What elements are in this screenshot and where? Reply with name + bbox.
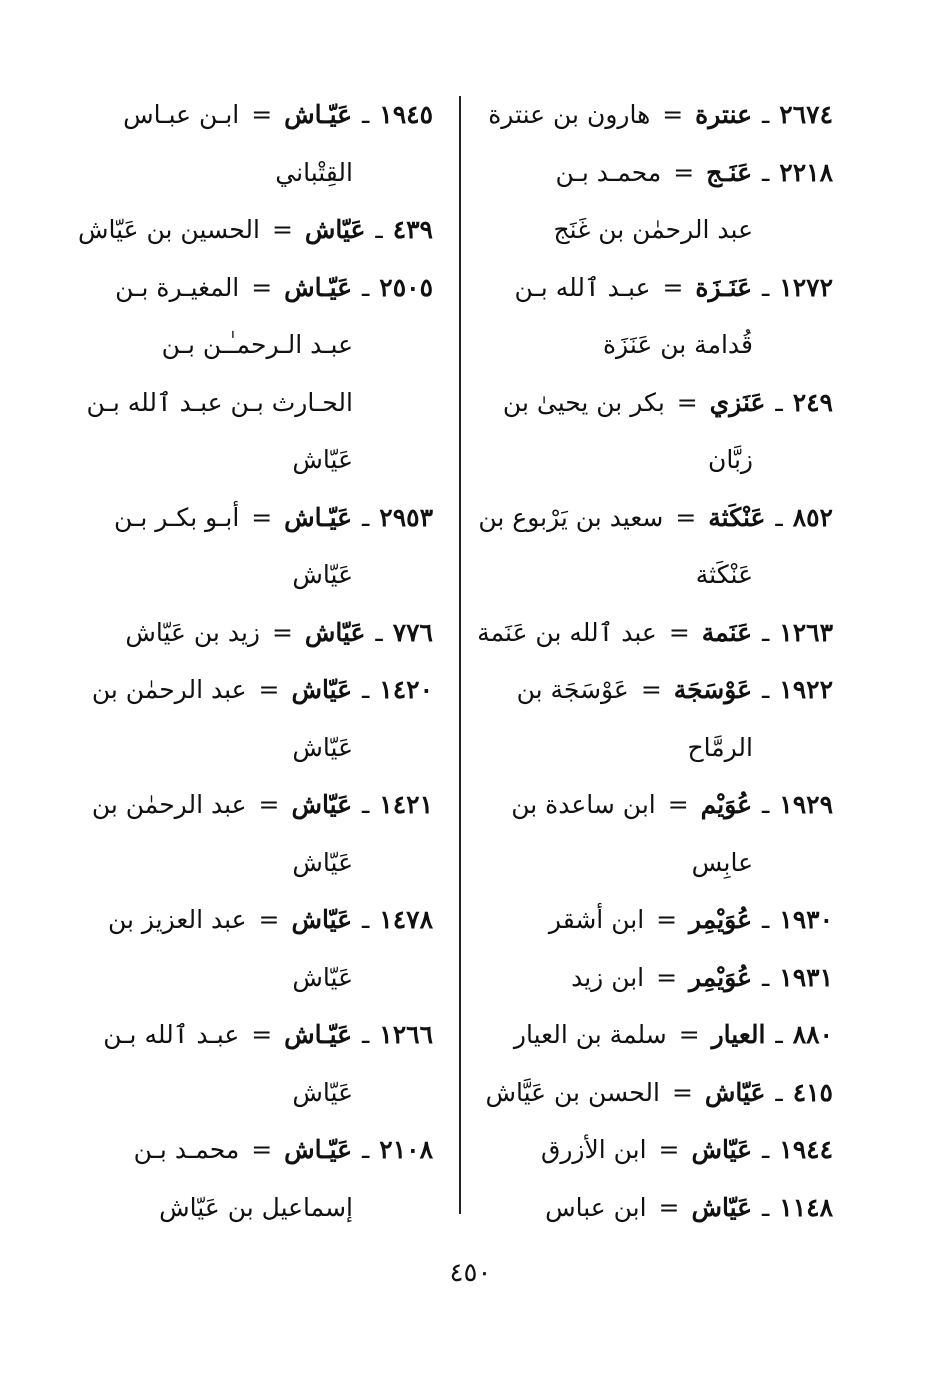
entry-term: عَيّاش — [691, 1192, 753, 1222]
entry-equals: = — [258, 905, 280, 934]
index-entry — [483, 86, 833, 144]
entry-number: ٢٤٩ — [792, 387, 833, 417]
entry-dash: ـ — [762, 962, 770, 992]
entry-name-text: ابن الأزرق — [540, 1135, 647, 1164]
entry-equals: = — [271, 215, 293, 244]
entry-name-text: عبـد ٱلله بـن — [514, 272, 651, 302]
entry-first-line — [483, 144, 833, 202]
entry-dash: ـ — [762, 675, 770, 704]
entry-dash: ـ — [762, 272, 770, 302]
index-entry — [83, 86, 433, 201]
entry-term: عَيّـاش — [284, 272, 353, 302]
entry-term: عَيّاش — [691, 1135, 753, 1164]
entry-dash: ـ — [762, 1192, 770, 1222]
entry-name-text: عَيّاش — [292, 445, 353, 474]
entry-first-line — [483, 1179, 833, 1237]
entry-name-text: عَيّاش — [292, 732, 353, 762]
index-entry — [483, 949, 833, 1007]
entry-equals: = — [251, 272, 273, 302]
entry-equals: = — [271, 617, 293, 647]
entry-term: عَيّاش — [291, 905, 353, 934]
entry-term: عَنَـزَة — [695, 272, 753, 302]
index-entry — [483, 374, 833, 489]
entry-equals: = — [673, 157, 695, 187]
entry-number: ١٩٤٤ — [779, 1135, 833, 1164]
index-entry — [477, 604, 833, 662]
entry-dash: ـ — [775, 1077, 783, 1107]
entry-continuation-line — [83, 431, 433, 489]
entry-first-line — [77, 201, 433, 259]
entry-number: ٢٢١٨ — [779, 157, 833, 187]
entry-dash: ـ — [775, 502, 783, 532]
entry-number: ٨٨٠ — [792, 1020, 833, 1049]
entry-number: ٢١٠٨ — [379, 1135, 433, 1164]
index-entry — [483, 259, 833, 374]
entry-equals: = — [676, 387, 698, 417]
entry-first-line — [483, 86, 833, 144]
entry-continuation-line — [83, 144, 433, 202]
entry-equals: = — [258, 675, 280, 704]
entry-equals: = — [251, 100, 273, 129]
left-column — [77, 86, 433, 1236]
entry-number: ١٩٣١ — [779, 962, 833, 992]
index-entry — [83, 1006, 433, 1121]
entry-first-line — [483, 1006, 833, 1064]
entry-name-text: محمـد بـن — [555, 157, 662, 187]
entry-number: ١٤٢٠ — [379, 675, 433, 704]
entry-name-text: عبـد الـرحمـٰـن بـن — [161, 330, 353, 359]
entry-first-line — [83, 489, 433, 547]
entry-name-text: المغيـرة بـن — [115, 272, 240, 302]
entry-name-text: عبد العزيز بن — [107, 905, 247, 934]
column-divider — [459, 96, 461, 1214]
entry-number: ٨٥٢ — [792, 502, 833, 532]
entry-continuation-line — [83, 834, 433, 892]
entry-name-text: ابـن عبـاس — [123, 100, 240, 129]
entry-name-text: سعيد بن يَرْبوع بن — [478, 502, 664, 532]
entry-term: عَيّاش — [304, 617, 366, 647]
entry-continuation-line — [83, 374, 433, 432]
entry-number: ٤١٥ — [792, 1077, 833, 1107]
index-entry — [483, 891, 833, 949]
entry-equals: = — [658, 1192, 680, 1222]
entry-dash: ـ — [762, 157, 770, 187]
entry-equals: = — [658, 1135, 680, 1164]
entry-name-text: بكر بن يحيىٰ بن — [502, 387, 665, 417]
index-entry — [83, 891, 433, 1006]
entry-name-text: القِتْباني — [275, 157, 353, 187]
entry-first-line — [483, 949, 833, 1007]
entry-term: عَيّـاش — [284, 1135, 353, 1164]
entry-first-line — [83, 259, 433, 317]
entry-term: عَيّـاش — [284, 502, 353, 532]
entry-number: ١٩٢٢ — [779, 675, 833, 704]
entry-term: عُوَيْمِر — [689, 962, 753, 992]
entry-term: العيار — [711, 1020, 766, 1049]
index-entry — [83, 661, 433, 776]
entry-equals: = — [668, 617, 690, 647]
entry-dash: ـ — [362, 502, 370, 532]
index-entry — [483, 661, 833, 776]
entry-term: عَيّاش — [704, 1077, 766, 1107]
index-entry — [483, 1121, 833, 1179]
entry-term: عَيّـاش — [284, 1020, 353, 1049]
entry-term: عَنَمة — [701, 617, 753, 647]
entry-term: عَيّـاش — [284, 100, 353, 129]
entry-dash: ـ — [775, 1020, 783, 1049]
entry-equals: = — [667, 790, 689, 819]
entry-name-text: عبد ٱلله بن عَنَمة — [477, 617, 657, 647]
entry-equals: = — [251, 502, 273, 532]
entry-dash: ـ — [362, 905, 370, 934]
entry-first-line — [83, 86, 433, 144]
entry-first-line — [483, 1121, 833, 1179]
entry-number: ٤٣٩ — [392, 215, 433, 244]
entry-number: ١٢٦٦ — [379, 1020, 433, 1049]
index-entry — [483, 1064, 833, 1122]
entry-dash: ـ — [762, 617, 770, 647]
entry-number: ١٤٧٨ — [379, 905, 433, 934]
entry-dash: ـ — [762, 790, 770, 819]
entry-number: ١٩٣٠ — [779, 905, 833, 934]
entry-equals: = — [675, 502, 697, 532]
entry-name-text: الحـارث بـن عبـد ٱلله بـن — [86, 387, 353, 417]
entry-first-line — [483, 776, 833, 834]
entry-first-line — [83, 661, 433, 719]
entry-continuation-line — [483, 316, 833, 374]
page-number: ٤٥٠ — [449, 1258, 492, 1288]
right-column — [477, 86, 833, 1236]
entry-first-line — [83, 891, 433, 949]
entry-term: عَنْكَثة — [708, 502, 766, 532]
entry-equals: = — [678, 1020, 700, 1049]
entry-equals: = — [662, 272, 684, 302]
entry-continuation-line — [83, 949, 433, 1007]
entry-continuation-line — [483, 546, 833, 604]
entry-term: عنترة — [695, 100, 753, 129]
entry-name-text: عَنْكَثة — [695, 560, 753, 589]
entry-dash: ـ — [362, 272, 370, 302]
entry-name-text: هارون بن عنترة — [488, 100, 651, 129]
index-entry — [77, 201, 433, 259]
entry-equals: = — [656, 905, 678, 934]
entry-name-text: زيد بن عَيّاش — [125, 617, 260, 647]
entry-name-text: أبـو بكـر بـن — [114, 502, 240, 532]
entry-name-text: الرمَّاح — [687, 732, 753, 762]
entry-term: عَيّاش — [291, 675, 353, 704]
entry-name-text: عبـد ٱلله بـن — [103, 1020, 240, 1049]
entry-equals: = — [258, 790, 280, 819]
entry-dash: ـ — [375, 617, 383, 647]
entry-first-line — [83, 604, 433, 662]
index-entry — [83, 776, 433, 891]
entry-term: عَنَـج — [706, 157, 753, 187]
entry-number: ٢٥٠٥ — [379, 272, 433, 302]
entry-equals: = — [671, 1077, 693, 1107]
entry-first-line — [83, 1006, 433, 1064]
entry-first-line — [83, 1121, 433, 1179]
entry-first-line — [483, 259, 833, 317]
index-entry — [478, 489, 833, 604]
index-entry — [483, 1006, 833, 1064]
index-entry — [483, 776, 833, 891]
entry-name-text: الحسين بن عَيّاش — [77, 215, 260, 244]
entry-name-text: عَوْسَجَة بن — [516, 675, 629, 704]
entry-first-line — [478, 489, 833, 547]
entry-name-text: ابن زيد — [571, 962, 645, 992]
entry-dash: ـ — [762, 100, 770, 129]
entry-term: عَنَزي — [709, 387, 766, 417]
entry-term: عُوَيْمِر — [689, 905, 753, 934]
entry-term: عَوْسَجَة — [673, 675, 753, 704]
entry-dash: ـ — [762, 1135, 770, 1164]
entry-name-text: قُدامة بن عَنَزَة — [602, 330, 753, 359]
entry-continuation-line — [483, 431, 833, 489]
entry-name-text: إسماعيل بن عَيّاش — [159, 1192, 353, 1222]
entry-first-line — [477, 604, 833, 662]
entry-continuation-line — [83, 546, 433, 604]
entry-name-text: عَيّاش — [292, 560, 353, 589]
entry-name-text: عبد الرحمٰن بن غَنَج — [553, 215, 753, 244]
index-entry — [483, 1179, 833, 1237]
entry-name-text: عَيّاش — [292, 1077, 353, 1107]
entry-dash: ـ — [775, 387, 783, 417]
entry-dash: ـ — [362, 675, 370, 704]
entry-dash: ـ — [362, 790, 370, 819]
index-entry — [83, 489, 433, 604]
index-entry — [83, 259, 433, 489]
entry-number: ١٢٦٣ — [779, 617, 833, 647]
entry-continuation-line — [83, 316, 433, 374]
entry-number: ١١٤٨ — [779, 1192, 833, 1222]
entry-number: ١٢٧٢ — [779, 272, 833, 302]
entry-continuation-line — [483, 201, 833, 259]
entry-equals: = — [251, 1135, 273, 1164]
entry-name-text: عبد الرحمٰن بن — [91, 790, 247, 819]
entry-name-text: عبد الرحمٰن بن — [91, 675, 247, 704]
entry-continuation-line — [83, 1179, 433, 1237]
entry-name-text: عَيّاش — [292, 847, 353, 877]
entry-name-text: سلمة بن العيار — [513, 1020, 667, 1049]
entry-number: ٢٩٥٣ — [379, 502, 433, 532]
entry-name-text: عابِس — [691, 847, 753, 877]
entry-number: ٢٦٧٤ — [779, 100, 833, 129]
entry-first-line — [483, 374, 833, 432]
entry-name-text: زبَّان — [707, 445, 753, 474]
entry-equals: = — [640, 675, 662, 704]
entry-continuation-line — [83, 719, 433, 777]
entry-name-text: محمـد بـن — [133, 1135, 240, 1164]
entry-equals: = — [251, 1020, 273, 1049]
entry-number: ١٩٤٥ — [379, 100, 433, 129]
entry-continuation-line — [83, 1064, 433, 1122]
entry-equals: = — [656, 962, 678, 992]
entry-first-line — [483, 891, 833, 949]
entry-dash: ـ — [362, 100, 370, 129]
entry-first-line — [483, 661, 833, 719]
entry-term: عُوَيْم — [700, 790, 753, 819]
entry-number: ١٤٢١ — [379, 790, 433, 819]
entry-name-text: ابن أشقر — [548, 905, 645, 934]
entry-dash: ـ — [362, 1135, 370, 1164]
index-entry — [83, 604, 433, 662]
entry-number: ٧٧٦ — [392, 617, 433, 647]
entry-continuation-line — [483, 719, 833, 777]
index-entry — [483, 144, 833, 259]
index-entry — [83, 1121, 433, 1236]
entry-name-text: الحسن بن عَيَّاش — [485, 1077, 660, 1107]
entry-name-text: ابن عباس — [545, 1192, 647, 1222]
entry-term: عَيّاش — [304, 215, 366, 244]
entry-name-text: عَيّاش — [292, 962, 353, 992]
entry-number: ١٩٢٩ — [779, 790, 833, 819]
entry-dash: ـ — [762, 905, 770, 934]
entry-first-line — [483, 1064, 833, 1122]
entry-name-text: ابن ساعدة بن — [511, 790, 656, 819]
entry-equals: = — [662, 100, 684, 129]
entry-dash: ـ — [375, 215, 383, 244]
entry-continuation-line — [483, 834, 833, 892]
entry-term: عَيّاش — [291, 790, 353, 819]
entry-dash: ـ — [362, 1020, 370, 1049]
entry-first-line — [83, 776, 433, 834]
